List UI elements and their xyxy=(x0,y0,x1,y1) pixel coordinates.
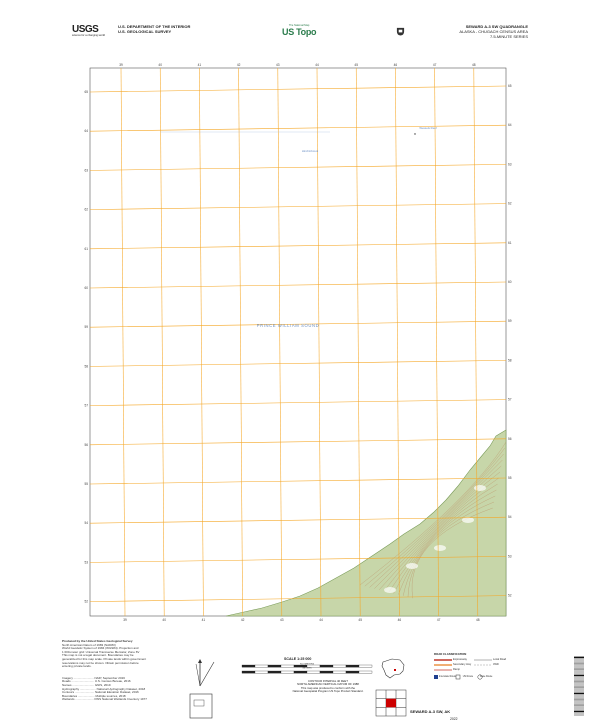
scale-bars xyxy=(232,663,382,681)
usgs-logo-text: USGS xyxy=(72,24,99,35)
road-class-label: Ramp xyxy=(453,668,460,671)
scale-title: SCALE 1:25 000 xyxy=(284,657,312,661)
quadrangle-series: 7.5-MINUTE SERIES xyxy=(489,34,528,39)
grid-label-bottom: 42 xyxy=(240,618,245,622)
standard-note-1: This map was produced to conform with the xyxy=(300,685,356,690)
grid-label-top: 44 xyxy=(315,63,319,67)
data-source-line: Imagery ........................ NAIP, September 2016 xyxy=(62,675,125,680)
scale-bar-segment xyxy=(268,671,281,673)
map-collar-footer xyxy=(62,636,542,722)
barcode-bar xyxy=(574,657,584,658)
credits-line: reservations may not be shown. Obtain permission before xyxy=(62,660,139,665)
scale-bar-segment xyxy=(294,671,307,673)
contour-interval: CONTOUR INTERVAL 40 FEET xyxy=(308,679,348,683)
scale-bar-segment xyxy=(255,671,268,673)
road-class-label: Local Road xyxy=(493,658,507,661)
road-class-labels-left xyxy=(453,657,471,672)
scale-bar-segment xyxy=(307,671,320,673)
data-source-line: Names .......................... GNIS, 2019 xyxy=(62,682,111,687)
credits-line: This map is not a legal document. Boundaries may be xyxy=(62,653,134,658)
grid-label-left: 60 xyxy=(84,286,88,290)
barcode xyxy=(574,656,584,716)
grid-label-right: 53 xyxy=(508,554,512,559)
credits-line: entering private lands. xyxy=(62,664,92,669)
data-source-line: Hydrography ................... National Hydrography Dataset, 2018 xyxy=(62,686,146,691)
scale-bar-segment xyxy=(255,665,268,667)
glacier-patch xyxy=(384,587,396,593)
grid-label-left: 64 xyxy=(84,129,88,134)
scale-bar-segment xyxy=(359,665,372,667)
scale-bar-segment xyxy=(242,671,255,673)
credits-line: 1 000-meter grid: Universal Transverse Mercator, Zone 6V xyxy=(62,649,140,654)
adjoining-quadrangles-diagram xyxy=(374,688,410,718)
scale-bar-segment xyxy=(268,665,281,667)
grid-label-left: 62 xyxy=(84,207,88,212)
grid-label-bottom: 39 xyxy=(123,618,127,622)
glacier-patch xyxy=(406,563,418,569)
grid-label-right: 56 xyxy=(508,436,512,441)
grid-label-left: 54 xyxy=(84,521,88,526)
grid-label-top: 47 xyxy=(432,63,437,67)
scale-bar-segment xyxy=(346,671,359,673)
quadrangle-location-box xyxy=(188,692,216,720)
contour-note xyxy=(268,680,388,694)
credits-title: Produced by the United States Geological Survey xyxy=(62,639,133,643)
feature-label: Hinchinbrook xyxy=(301,149,319,153)
standard-note-2: National Geospatial Program US Topo Product Standard. xyxy=(292,689,364,694)
grid-label-right: 65 xyxy=(508,84,512,88)
glacier-patch xyxy=(434,545,446,551)
road-class-label: Expressway xyxy=(453,658,467,661)
map-year: 2022 xyxy=(450,717,458,721)
barcode-bar xyxy=(574,675,584,676)
reef-marker xyxy=(414,133,415,134)
grid-label-right: 52 xyxy=(508,593,512,598)
grid-label-right: 59 xyxy=(508,319,512,324)
grid-label-bottom: 40 xyxy=(162,618,166,622)
grid-label-left: 53 xyxy=(84,560,88,565)
scale-bar-segment xyxy=(346,665,359,667)
road-classification-title: ROAD CLASSIFICATION xyxy=(434,652,467,656)
grid-label-bottom: 44 xyxy=(319,618,323,622)
grid-label-top: 40 xyxy=(158,63,162,67)
road-class-label: Secondary Hwy xyxy=(453,663,472,666)
grid-label-right: 57 xyxy=(508,397,512,402)
road-class-label: State Route xyxy=(479,675,493,678)
data-source-line: Wetlands ...................... FWS National Wetlands Inventory 1977 xyxy=(62,697,147,702)
scale-bar-segment xyxy=(281,665,294,667)
scale-bar-segment xyxy=(333,665,346,667)
scale-bar-segment xyxy=(333,671,346,673)
credits-line: generalized for this map scale. Private lands within government xyxy=(62,656,147,661)
grid-label-top: 43 xyxy=(276,63,280,67)
grid-label-right: 60 xyxy=(508,280,512,284)
road-class-labels-right xyxy=(493,657,506,667)
quadrangle-title: SEWARD A-3 SW QUADRANGLE xyxy=(465,24,528,29)
grid-label-right: 64 xyxy=(508,123,512,128)
scale-unit-label: METERS xyxy=(302,667,312,670)
credits-block xyxy=(62,640,172,702)
usgs-tagline: science for a changing world xyxy=(72,34,105,37)
grid-label-left: 65 xyxy=(84,90,88,94)
grid-label-top: 42 xyxy=(236,63,241,67)
scale-bar-segment xyxy=(359,671,372,673)
grid-label-left: 58 xyxy=(84,364,88,369)
bottom-map-title: SEWARD A-3 SW, AK xyxy=(410,709,451,714)
grid-label-left: 61 xyxy=(84,246,88,251)
grid-label-top: 41 xyxy=(197,63,202,67)
water-body-label: PRINCE WILLIAM SOUND xyxy=(256,323,320,328)
road-class-label: US Route xyxy=(462,675,474,678)
declination-diagram xyxy=(192,658,224,688)
grid-label-left: 59 xyxy=(84,325,88,330)
credits-line: North American Datum of 1983 (NAD83) xyxy=(62,642,116,647)
grid-label-left: 63 xyxy=(84,168,88,173)
grid-label-left: 57 xyxy=(84,403,88,408)
department-line-1: U.S. DEPARTMENT OF THE INTERIOR xyxy=(118,24,191,29)
road-class-label: 4WD xyxy=(493,663,499,666)
grid-label-bottom: 41 xyxy=(201,618,206,622)
quadrangle-state: ALASKA - CHUGACH CENSUS AREA xyxy=(459,29,528,34)
data-source-line: Boundaries .................... Multiple sources, 2018 xyxy=(62,693,126,698)
feature-label: Wessels Reef xyxy=(419,126,437,130)
glacier-patch xyxy=(474,485,486,491)
scale-unit-label: KILOMETERS xyxy=(299,663,315,666)
grid-label-left: 56 xyxy=(84,442,88,447)
grid-label-bottom: 47 xyxy=(436,618,441,622)
scale-bar-segment xyxy=(320,665,333,667)
barcode-bar xyxy=(574,711,584,712)
department-line-2: U.S. GEOLOGICAL SURVEY xyxy=(118,29,172,34)
grid-label-top: 48 xyxy=(472,63,476,67)
grid-label-right: 55 xyxy=(508,476,512,480)
vertical-datum: NORTH AMERICAN VERTICAL DATUM OF 1988 xyxy=(297,682,359,687)
national-map-label: The National Map xyxy=(288,24,310,27)
grid-label-top: 39 xyxy=(119,63,123,67)
grid-label-right: 63 xyxy=(508,162,512,167)
grid-label-bottom: 43 xyxy=(280,618,284,622)
grid-label-top: 46 xyxy=(393,63,398,67)
grid-label-left: 55 xyxy=(84,482,88,486)
grid-label-bottom: 45 xyxy=(358,618,362,622)
scale-bar-segment xyxy=(281,671,294,673)
alaska-locator-map xyxy=(380,656,408,680)
scale-bar-segment xyxy=(242,665,255,667)
scale-bar-segment xyxy=(320,671,333,673)
barcode-bar xyxy=(574,693,584,694)
grid-label-right: 58 xyxy=(508,358,512,363)
grid-label-right: 54 xyxy=(508,515,512,520)
grid-label-right: 61 xyxy=(508,240,512,245)
data-source-line: Roads ........................... U.S. Census Bureau, 2016 xyxy=(62,679,131,684)
grid-label-bottom: 46 xyxy=(397,618,402,622)
credits-line: World Geodetic System of 1984 (WGS84). Projection and xyxy=(62,646,139,651)
route-shield-labels xyxy=(439,675,492,678)
road-class-label: Interstate Route xyxy=(439,675,457,678)
grid-label-bottom: 48 xyxy=(476,618,480,622)
grid-label-top: 45 xyxy=(354,63,358,67)
grid-label-left: 52 xyxy=(84,599,88,604)
data-source-line: Contours ....................... National Elevation Dataset, 2016 xyxy=(62,690,139,695)
us-topo-label: US Topo xyxy=(282,27,317,37)
grid-label-right: 62 xyxy=(508,201,512,206)
